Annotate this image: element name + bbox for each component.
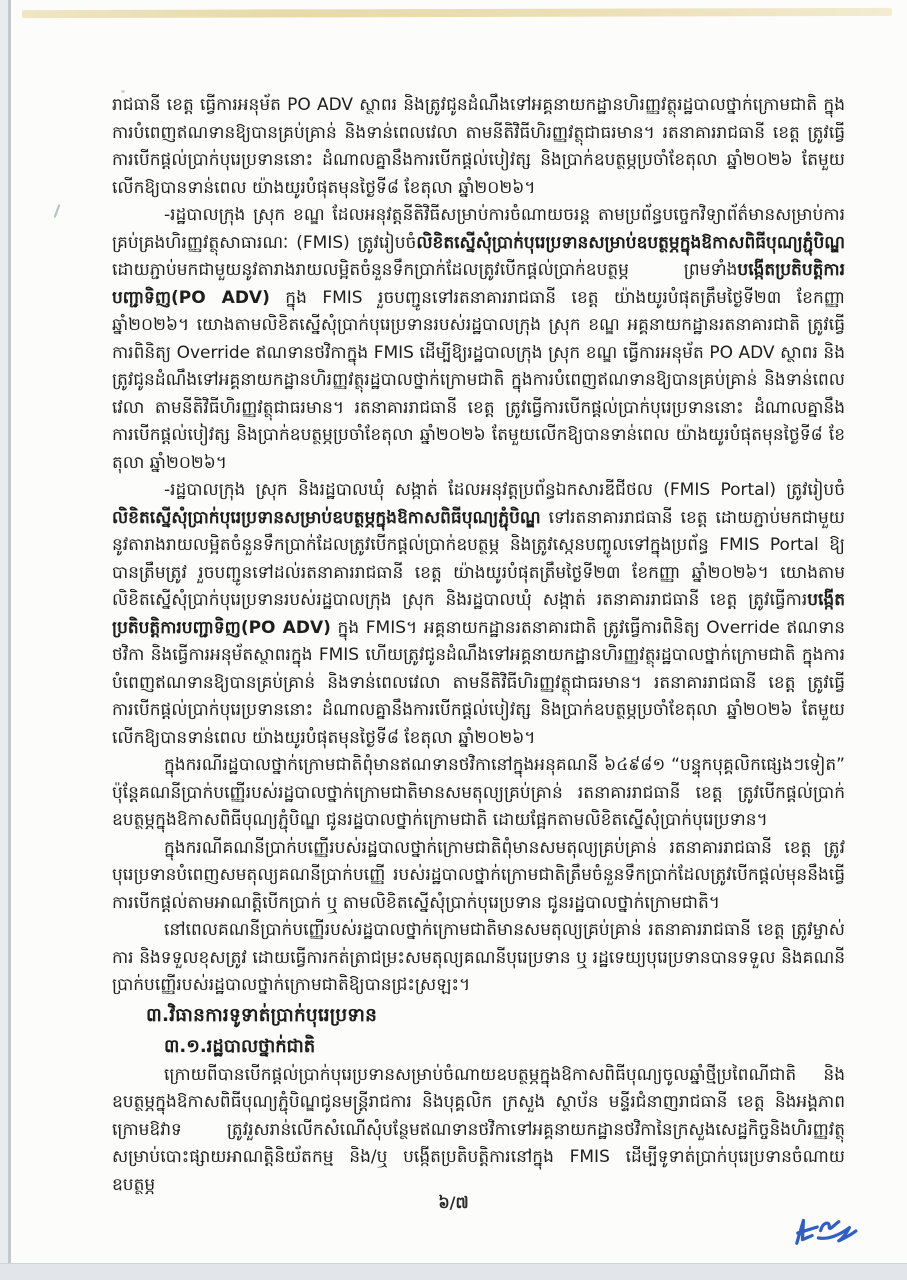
document-body bbox=[112, 92, 845, 1199]
section-heading1 bbox=[112, 1000, 845, 1031]
paragraph: ក្នុងករណីគណនីប្រាក់បញ្ញើរបស់រដ្ឋបាលថ្នាក់ក្រោមជាតិពុំមានសមតុល្យគ្រប់គ្រាន់ រតនាគាររាជធានី ខេត្ត ត្រូវបុរេប្រទានបំពេញសមតុល្យគណនីប្រាក់បញ្ញើ របស់រដ្ឋបាលថ្នាក់ក្រោមជាតិត្រឹមចំនួនទឹកប្រាក់ដែលត្រូវបើកផ្តល់មុននឹងធ្វើការបើកផ្តល់តាមអាណត្តិបើកប្រាក់ ឬ តាមលិខិតស្នើសុំប្រាក់បុរេប្រទាន ជូនរដ្ឋបាលថ្នាក់ក្រោមជាតិ។ bbox=[112, 837, 845, 913]
bold-emphasis: លិខិតស្នើសុំប្រាក់បុរេប្រទានសម្រាប់ឧបត្ថម្ភក្នុងឱកាសពិធីបុណ្យភ្ជុំបិណ្ឌ bbox=[112, 507, 541, 528]
scan-left-edge bbox=[8, 0, 11, 1264]
bold-emphasis: បង្កើតប្រតិបត្តិការបញ្ជាទិញ(PO ADV) bbox=[112, 590, 845, 638]
handwritten-initials-mark bbox=[788, 1210, 866, 1258]
paragraph: ក្រោយពីបានបើកផ្តល់ប្រាក់បុរេប្រទានសម្រាប់ចំណាយឧបត្ថម្ភក្នុងឱកាសពិធីបុណ្យចូលឆ្នាំថ្មីប្រពៃណីជាតិ និងឧបត្ថម្ភក្នុងឱកាសពិធីបុណ្យភ្ជុំបិណ្ឌជូនមន្ត្រីរាជការ និងបុគ្គលិក ក្រសួង ស្ថាប័ន មន្ទីរជំនាញរាជធានី ខេត្ត និងអង្គភាពក្រោមឱវាទ ត្រូវរួសរាន់លើកសំណើសុំបន្ថែមឥណទានថវិកាទៅអគ្គនាយកដ្ឋានថវិកានៃក្រសួងសេដ្ឋកិច្ចនិងហិរញ្ញវត្ថុសម្រាប់បោះផ្សាយអាណត្តិនិយ័តកម្ម និង/ឬ បង្កើតប្រតិបត្តិការនៅក្នុង FMIS ដើម្បីទូទាត់ប្រាក់បុរេប្រទានចំណាយឧបត្ថម្ភ bbox=[112, 1064, 845, 1195]
paragraph: -រដ្ឋបាលក្រុង ស្រុក ខណ្ឌ ដែលអនុវត្តនីតិវិធីសម្រាប់ការចំណាយចរន្ត តាមប្រព័ន្ធបច្ចេកវិទ្យាព័ត៌មានសម្រាប់ការគ្រប់គ្រងហិរញ្ញវត្ថុសាធារណៈ (FMIS) ត្រូវរៀបចំលិខិតស្នើសុំប្រាក់បុរេប្រទានសម្រាប់ឧបត្ថម្ភក្នុងឱកាសពិធីបុណ្យភ្ជុំបិណ្ឌ ដោយភ្ជាប់មកជាមួយនូវតារាងរាយលម្អិតចំនួនទឹកប្រាក់ដែលត្រូវបើកផ្តល់ប្រាក់ឧបត្ថម្ភ ព្រមទាំងបង្កើតប្រតិបត្តិការបញ្ជាទិញ(PO ADV) ក្នុង FMIS រួចបញ្ជូនទៅរតនាគាររាជធានី ខេត្ត យ៉ាងយូរបំផុតត្រឹមថ្ងៃទី២៣ ខែកញ្ញា ឆ្នាំ២០២៦។ យោងតាមលិខិតស្នើសុំប្រាក់បុរេប្រទានរបស់រដ្ឋបាលក្រុង ស្រុក ខណ្ឌ អគ្គនាយកដ្ឋានរតនាគារជាតិ ត្រូវធ្វើការពិនិត្យ Override ឥណទានថវិកាក្នុង FMIS ដើម្បីឱ្យរដ្ឋបាលក្រុង ស្រុក ខណ្ឌ ធ្វើការអនុម័ត PO ADV ស្ថាពរ និងត្រូវជូនដំណឹងទៅអគ្គនាយកដ្ឋានហិរញ្ញវត្ថុរដ្ឋបាលថ្នាក់ក្រោមជាតិ ក្នុងការបំពេញឥណទានឱ្យបានគ្រប់គ្រាន់ និងទាន់ពេលវេលា តាមនីតិវិធីហិរញ្ញវត្ថុជាធរមាន។ រតនាគាររាជធានី ខេត្ត ត្រូវធ្វើការបើកផ្តល់ប្រាក់បុរេប្រទាននោះ ដំណាលគ្នានឹងការបើកផ្តល់បៀវត្ស និងប្រាក់ឧបត្ថម្ភប្រចាំខែតុលា ឆ្នាំ២០២៦ តែមួយលើកឱ្យបានទាន់ពេល យ៉ាងយូរបំផុតមុនថ្ងៃទី៨ ខែតុលា ឆ្នាំ២០២៦។ bbox=[112, 205, 845, 473]
section-heading2 bbox=[112, 1031, 845, 1062]
bold-emphasis: ៣.វិធានការទូទាត់ប្រាក់បុរេប្រទាន bbox=[146, 1004, 378, 1026]
bold-emphasis: ៣.១.រដ្ឋបាលថ្នាក់ជាតិ bbox=[164, 1035, 316, 1057]
bold-emphasis: បង្កើតប្រតិបត្តិការបញ្ជាទិញ(PO ADV) bbox=[112, 260, 845, 308]
paragraph: នៅពេលគណនីប្រាក់បញ្ញើរបស់រដ្ឋបាលថ្នាក់ក្រោមជាតិមានសមតុល្យគ្រប់គ្រាន់ រតនាគាររាជធានី ខេត្ត ត្រូវម្ចាស់ការ និងទទួលខុសត្រូវ ដោយធ្វើការកត់ត្រាជម្រះសមតុល្យគណនីបុរេប្រទាន ឬ រដ្ឋទេយ្យបុរេប្រទានបានទទួល និងគណនីប្រាក់បញ្ញើរបស់រដ្ឋបាលថ្នាក់ក្រោមជាតិឱ្យបានជ្រះស្រឡះ។ bbox=[112, 920, 845, 995]
bold-emphasis: លិខិតស្នើសុំប្រាក់បុរេប្រទានសម្រាប់ឧបត្ថម្ភក្នុងឱកាសពិធីបុណ្យភ្ជុំបិណ្ឌ bbox=[416, 232, 845, 253]
scan-bottom-edge bbox=[0, 1263, 907, 1280]
paragraph: រាជធានី ខេត្ត ធ្វើការអនុម័ត PO ADV ស្ថាពរ និងត្រូវជូនដំណឹងទៅអគ្គនាយកដ្ឋានហិរញ្ញវត្ថុរដ្ឋបាលថ្នាក់ក្រោមជាតិ ក្នុងការបំពេញឥណទានឱ្យបានគ្រប់គ្រាន់ និងទាន់ពេលវេលា តាមនីតិវិធីហិរញ្ញវត្ថុជាធរមាន។ រតនាគាររាជធានី ខេត្ត ត្រូវធ្វើការបើកផ្តល់ប្រាក់បុរេប្រទាននោះ ដំណាលគ្នានឹងការបើកផ្តល់បៀវត្ស និងប្រាក់ឧបត្ថម្ភប្រចាំខែតុលា ឆ្នាំ២០២៦ តែមួយលើកឱ្យបានទាន់ពេល យ៉ាងយូរបំផុតមុនថ្ងៃទី៨ ខែតុលា ឆ្នាំ២០២៦។ bbox=[112, 95, 845, 198]
pen-initials-icon bbox=[786, 1206, 869, 1262]
paragraph: ក្នុងករណីរដ្ឋបាលថ្នាក់ក្រោមជាតិពុំមានឥណទានថវិកានៅក្នុងអនុគណនី ៦៤៩៨១ “បន្ទុកបុគ្គលិកផ្សេងៗទៀត” ប៉ុន្តែគណនីប្រាក់បញ្ញើរបស់រដ្ឋបាលថ្នាក់ក្រោមជាតិមានសមតុល្យគ្រប់គ្រាន់ រតនាគាររាជធានី ខេត្ត ត្រូវបើកផ្តល់ប្រាក់ឧបត្ថម្ភក្នុងឱកាសពិធីបុណ្យភ្ជុំបិណ្ឌ ជូនរដ្ឋបាលថ្នាក់ក្រោមជាតិ ដោយផ្អែកតាមលិខិតស្នើសុំប្រាក់បុរេប្រទាន។ bbox=[112, 755, 845, 830]
page-number: ៦/៧ bbox=[438, 1193, 469, 1212]
paragraph: -រដ្ឋបាលក្រុង ស្រុក និងរដ្ឋបាលឃុំ សង្កាត់ ដែលអនុវត្តប្រព័ន្ធឯកសារឌីជីថល (FMIS Portal) ត្រូវរៀបចំលិខិតស្នើសុំប្រាក់បុរេប្រទានសម្រាប់ឧបត្ថម្ភក្នុងឱកាសពិធីបុណ្យភ្ជុំបិណ្ឌ ទៅរតនាគាររាជធានី ខេត្ត ដោយភ្ជាប់មកជាមួយនូវតារាងរាយលម្អិតចំនួនទឹកប្រាក់ដែលត្រូវបើកផ្តល់ប្រាក់ឧបត្ថម្ភ និងត្រូវស្កេនបញ្ចូលទៅក្នុងប្រព័ន្ធ FMIS Portal ឱ្យបានត្រឹមត្រូវ រួចបញ្ជូនទៅដល់រតនាគាររាជធានី ខេត្ត យ៉ាងយូរបំផុតត្រឹមថ្ងៃទី២៣ ខែកញ្ញា ឆ្នាំ២០២៦។ យោងតាមលិខិតស្នើសុំប្រាក់បុរេប្រទានរបស់រដ្ឋបាលក្រុង ស្រុក និងរដ្ឋបាលឃុំ សង្កាត់ រតនាគាររាជធានី ខេត្ត ត្រូវធ្វើការបង្កើតប្រតិបត្តិការបញ្ជាទិញ(PO ADV) ក្នុង FMIS។ អគ្គនាយកដ្ឋានរតនាគារជាតិ ត្រូវធ្វើការពិនិត្យ Override ឥណទានថវិកា និងធ្វើការអនុម័តស្ថាពរក្នុង FMIS ហើយត្រូវជូនដំណឹងទៅអគ្គនាយកដ្ឋានហិរញ្ញវត្ថុរដ្ឋបាលថ្នាក់ក្រោមជាតិ ក្នុងការបំពេញឥណទានឱ្យបានគ្រប់គ្រាន់ និងទាន់ពេលវេលា តាមនីតិវិធីហិរញ្ញវត្ថុជាធរមាន។ រតនាគាររាជធានី ខេត្ត ត្រូវធ្វើការបើកផ្តល់ប្រាក់បុរេប្រទាននោះ ដំណាលគ្នានឹងការបើកផ្តល់បៀវត្ស និងប្រាក់ឧបត្ថម្ភប្រចាំខែតុលា ឆ្នាំ២០២៦ តែមួយលើកឱ្យបានទាន់ពេល យ៉ាងយូរបំផុតមុនថ្ងៃទី៨ ខែតុលា ឆ្នាំ២០២៦។ bbox=[112, 480, 845, 748]
